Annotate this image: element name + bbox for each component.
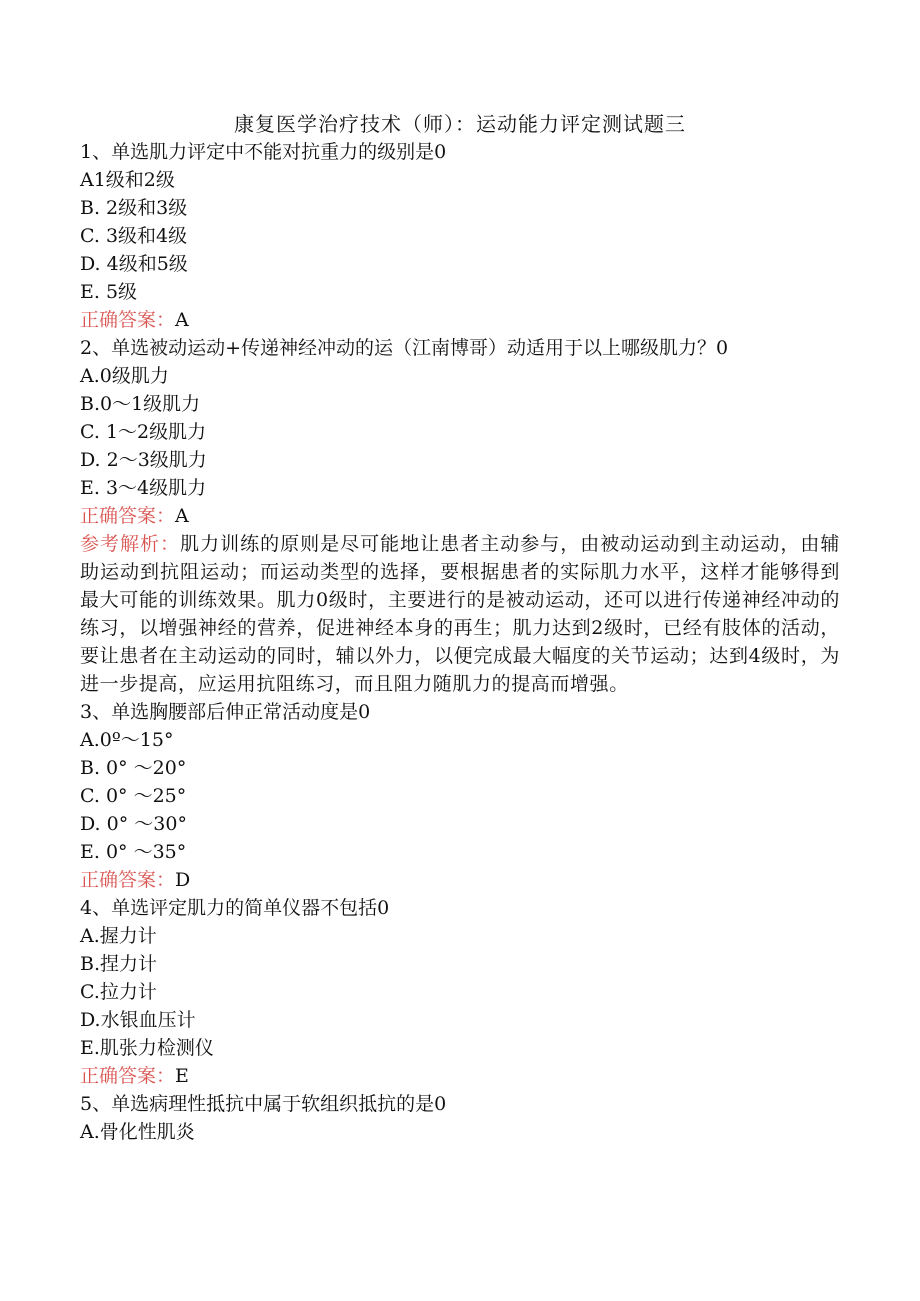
- question-stem: 2、单选被动运动+传递神经冲动的运（江南博哥）动适用于以上哪级肌力？0: [80, 337, 729, 359]
- analysis-label: 参考解析：: [80, 533, 181, 555]
- answer-value: A: [175, 309, 189, 331]
- option: E. 3～4级肌力: [80, 477, 207, 499]
- analysis-text: 肌力训练的原则是尽可能地让患者主动参与，由被动运动到主动运动，由辅助运动到抗阻运动；而运动类型的选择，要根据患者的实际肌力水平，这样才能够得到最大可能的训练效果。肌力0级时，主要进行的是被动运动，还可以进行传递神经冲动的练习，以增强神经的营养，促进神经本身的再生；肌力达到2级时，已经有肢体的活动，要让患者在主动运动的同时，辅以外力，以便完成最大幅度的关节运动；达到4级时，为进一步提高，应运用抗阻练习，而且阻力随肌力的提高而增强。: [80, 533, 840, 695]
- answer-line: [80, 306, 840, 334]
- question-stem: 1、单选肌力评定中不能对抗重力的级别是0: [80, 141, 447, 163]
- question-stem: 3、单选胸腰部后伸正常活动度是0: [80, 701, 371, 723]
- document-title: 康复医学治疗技术（师）：运动能力评定测试题三: [234, 112, 686, 136]
- option: C. 1～2级肌力: [80, 421, 207, 443]
- answer-value: E: [175, 1065, 189, 1087]
- answer-label: 正确答案：: [80, 309, 176, 331]
- answer-value: A: [175, 505, 189, 527]
- analysis-paragraph: [80, 530, 840, 698]
- answer-line: [80, 866, 840, 894]
- option: D. 2～3级肌力: [80, 449, 207, 471]
- option: C. 0° ～25°: [80, 785, 187, 807]
- option: E.肌张力检测仪: [80, 1037, 214, 1059]
- option: B. 2级和3级: [80, 197, 188, 219]
- answer-label: 正确答案：: [80, 869, 176, 891]
- question-stem: 5、单选病理性抵抗中属于软组织抵抗的是0: [80, 1093, 447, 1115]
- option: D. 4级和5级: [80, 253, 188, 275]
- option: D.水银血压计: [80, 1009, 196, 1031]
- option: B.0～1级肌力: [80, 393, 201, 415]
- option: A.0级肌力: [80, 365, 169, 387]
- answer-line: [80, 502, 840, 530]
- option: A1级和2级: [80, 169, 175, 191]
- answer-value: D: [175, 869, 191, 891]
- option: C. 3级和4级: [80, 225, 188, 247]
- question-list: [80, 138, 840, 1146]
- option: B.捏力计: [80, 953, 158, 975]
- option: A.0º～15°: [80, 729, 174, 751]
- option: C.拉力计: [80, 981, 157, 1003]
- option: E. 0° ～35°: [80, 841, 187, 863]
- option: E. 5级: [80, 281, 138, 303]
- option: A.握力计: [80, 925, 157, 947]
- option: A.骨化性肌炎: [80, 1121, 195, 1143]
- option: B. 0° ～20°: [80, 757, 187, 779]
- question-stem: 4、单选评定肌力的简单仪器不包括0: [80, 897, 390, 919]
- option: D. 0° ～30°: [80, 813, 187, 835]
- answer-label: 正确答案：: [80, 505, 176, 527]
- answer-label: 正确答案：: [80, 1065, 176, 1087]
- answer-line: [80, 1062, 840, 1090]
